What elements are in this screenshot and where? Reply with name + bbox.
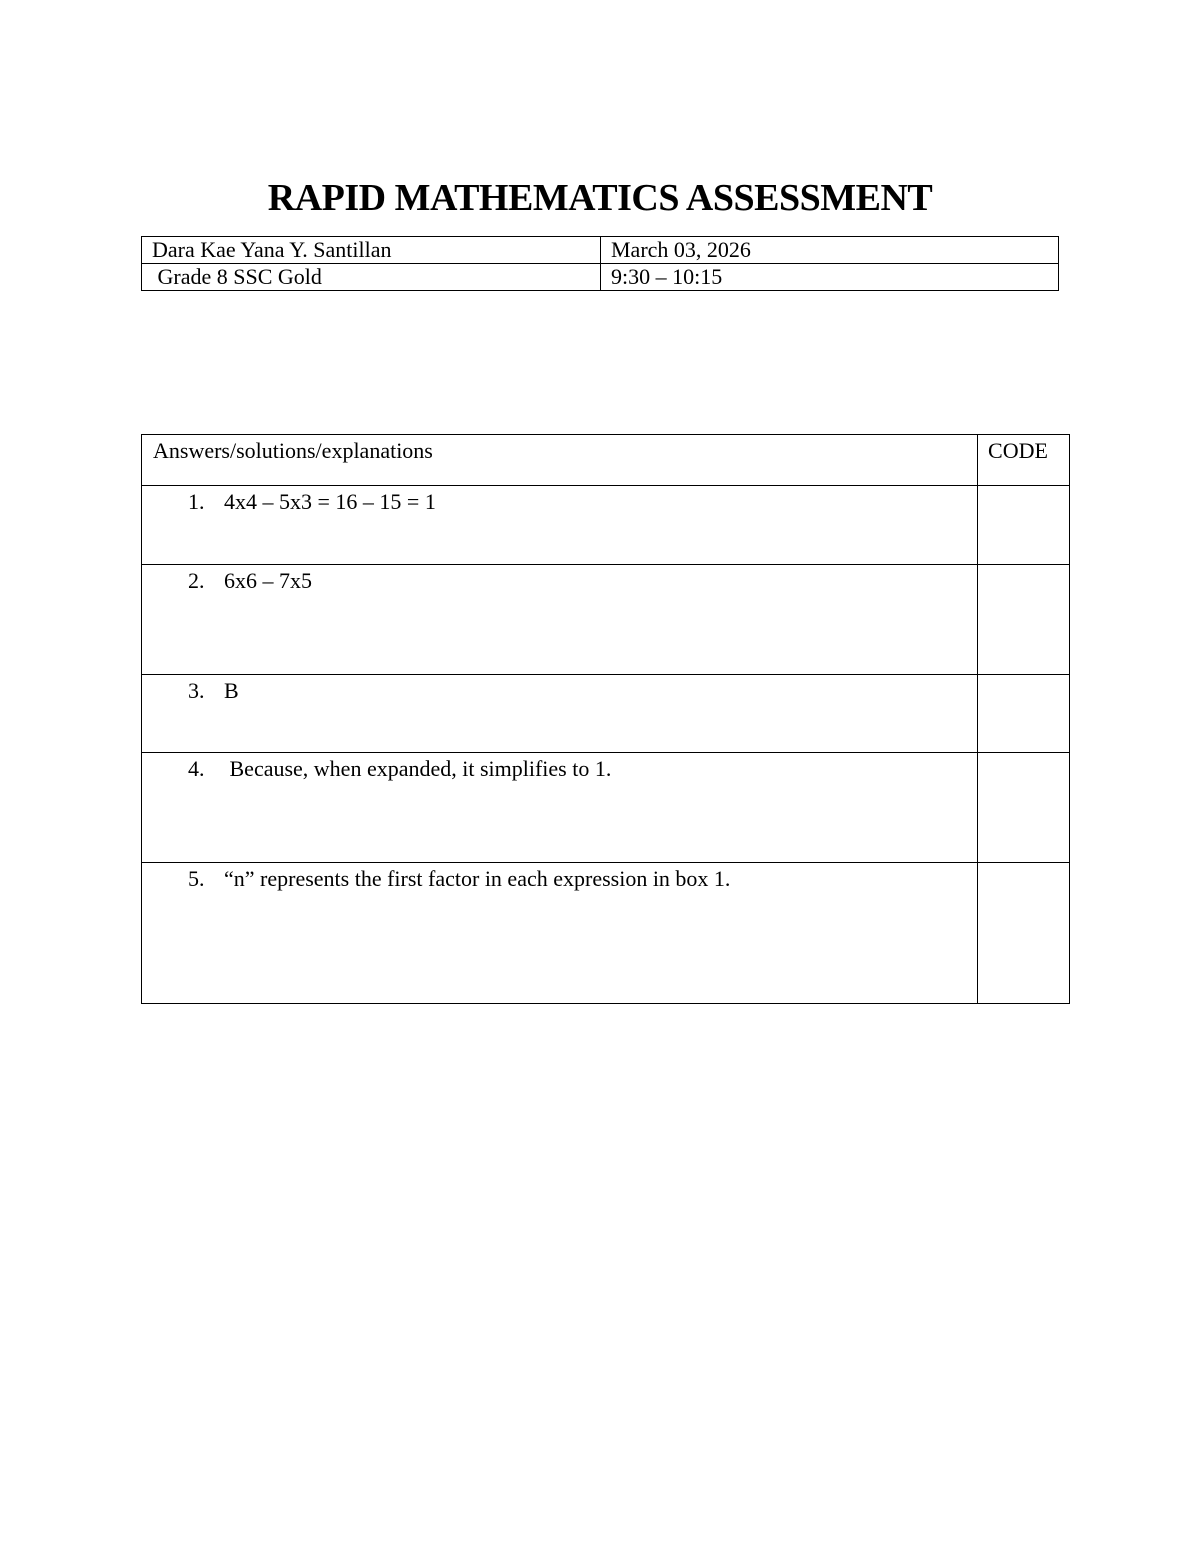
code-cell-3: [978, 675, 1070, 753]
code-cell-1: [978, 486, 1070, 565]
answer-text: Because, when expanded, it simplifies to 1.: [224, 756, 612, 781]
answer-text: 4x4 – 5x3 = 16 – 15 = 1: [224, 489, 436, 514]
info-row-grade-time: [142, 264, 1059, 291]
code-cell-5: [978, 863, 1070, 1004]
table-row: [142, 486, 1070, 565]
table-row: [142, 675, 1070, 753]
answer-text: “n” represents the first factor in each expression in box 1.: [224, 866, 731, 891]
answer-text: B: [224, 678, 239, 703]
student-info-table: [141, 236, 1059, 291]
student-name: Dara Kae Yana Y. Santillan: [142, 237, 601, 264]
table-row: [142, 565, 1070, 675]
answers-header-row: [142, 435, 1070, 486]
table-row: [142, 863, 1070, 1004]
code-header-cell: [978, 435, 1070, 486]
code-header: CODE: [988, 438, 1048, 463]
answer-text: 6x6 – 7x5: [224, 568, 312, 593]
answer-cell-1: [142, 486, 978, 565]
grade-section-text: Grade 8 SSC Gold: [157, 264, 322, 289]
assessment-date: March 03, 2026: [601, 237, 1059, 264]
table-row: [142, 753, 1070, 863]
item-number: 4.: [188, 756, 205, 781]
answer-cell-4: [142, 753, 978, 863]
item-number: 3.: [188, 678, 205, 703]
code-cell-4: [978, 753, 1070, 863]
answers-header: Answers/solutions/explanations: [153, 438, 433, 463]
answer-cell-3: [142, 675, 978, 753]
assessment-time: 9:30 – 10:15: [601, 264, 1059, 291]
item-number: 2.: [188, 568, 205, 593]
info-row-name-date: [142, 237, 1059, 264]
item-number: 1.: [188, 489, 205, 514]
grade-section: [142, 264, 601, 291]
answers-table: [141, 434, 1070, 1004]
item-number: 5.: [188, 866, 205, 891]
document-title: RAPID MATHEMATICS ASSESSMENT: [267, 177, 933, 219]
answer-cell-5: [142, 863, 978, 1004]
code-cell-2: [978, 565, 1070, 675]
answer-cell-2: [142, 565, 978, 675]
answers-header-cell: [142, 435, 978, 486]
